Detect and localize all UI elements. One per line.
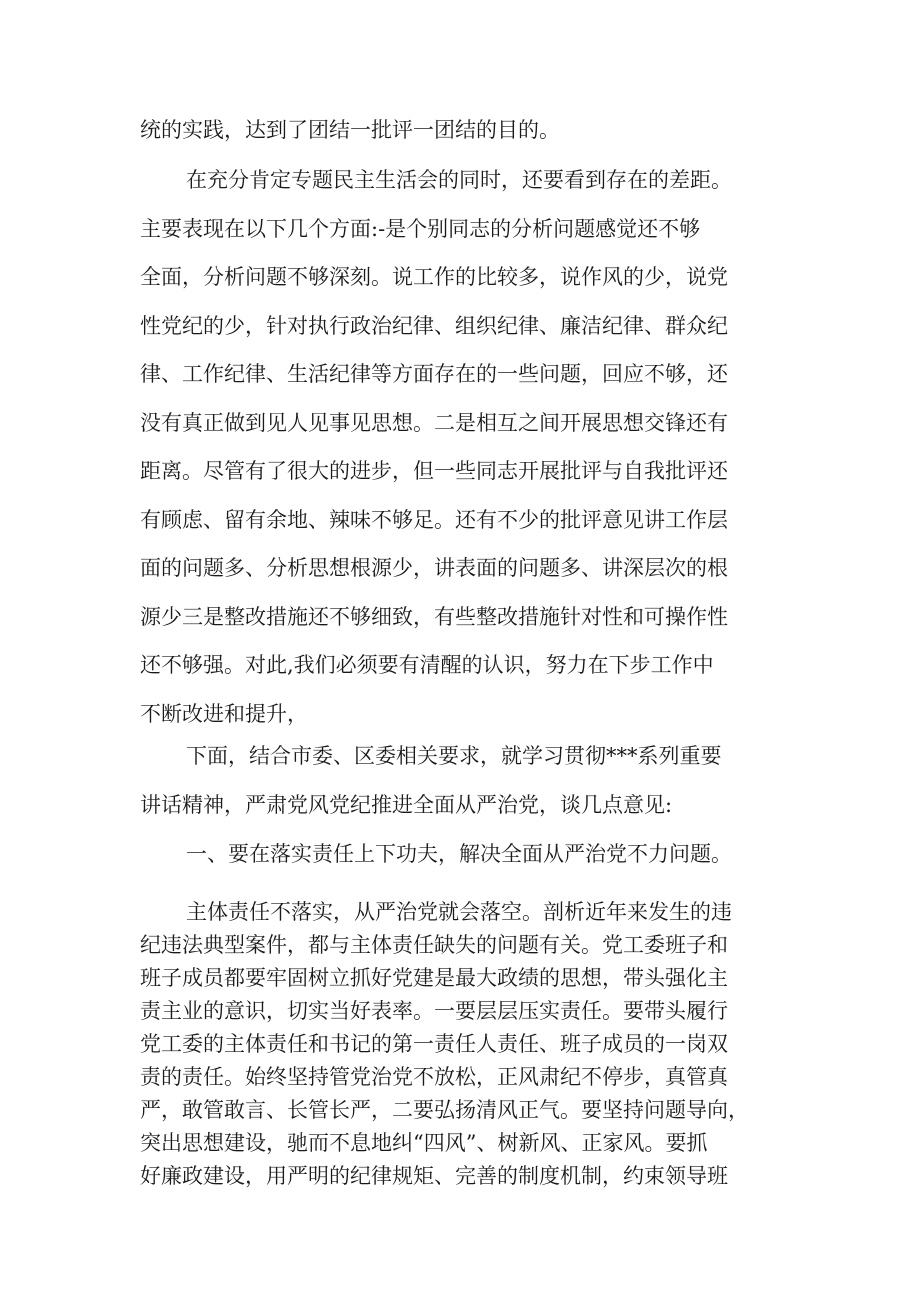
paragraph-line: 主要表现在以下几个方面:-是个别同志的分析问题感觉还不够	[140, 216, 701, 241]
section-heading-text: 一、要在落实责任上下功夫，解决全面从严治党不力问题。	[186, 842, 732, 866]
paragraph-line: 不断改进和提升，	[140, 701, 308, 726]
paragraph-line: 距离。尽管有了很大的进步，但一些同志开展批评与自我批评还	[140, 459, 728, 483]
paragraph-line: 源少三是整改措施还不够细致，有些整改措施针对性和可操作性	[140, 604, 728, 629]
section-heading-1	[140, 830, 790, 879]
paragraph-line: 党工委的主体责任和书记的第一责任人责任、班子成员的一岗双	[140, 1032, 728, 1056]
paragraph-line: 纪违法典型案件，都与主体责任缺失的问题有关。党工委班子和	[140, 933, 728, 957]
paragraph-2	[140, 156, 790, 738]
paragraph-line: 面的问题多、分析思想根源少，讲表面的问题多、讲深层次的根	[140, 556, 728, 580]
paragraph-line: 全面，分析问题不够深刻。说工作的比较多，说作风的少，说党	[140, 265, 728, 289]
paragraph-line: 没有真正做到见人见事见思想。二是相互之间开展思想交锋还有	[140, 410, 728, 435]
paragraph-line: 严，敢管敢言、长管长严，二要弘扬清风正气。要坚持问题导向，	[140, 1098, 749, 1122]
paragraph-line: 主体责任不落实，从严治党就会落空。剖析近年来发生的违	[186, 900, 732, 924]
paragraph-line: 律、工作纪律、生活纪律等方面存在的一些问题，回应不够，还	[140, 362, 728, 386]
paragraph-line: 责的责任。始终坚持管党治党不放松，正风肃纪不停步，真管真	[140, 1065, 728, 1089]
paragraph-3	[140, 732, 790, 829]
paragraph-line: 突出思想建设，驰而不息地纠“四风”、树新风、正家风。要抓	[140, 1131, 708, 1155]
paragraph-line: 讲话精神，严肃党风党纪推进全面从严治党，谈几点意见:	[140, 792, 673, 817]
paragraph-line: 有顾虑、留有余地、辣味不够足。还有不少的批评意见讲工作层	[140, 507, 728, 532]
paragraph-line: 性党纪的少，针对执行政治纪律、组织纪律、廉洁纪律、群众纪	[140, 313, 728, 338]
paragraph-line: 班子成员都要牢固树立抓好党建是最大政绩的思想，带头强化主	[140, 966, 728, 990]
paragraph-line: 责主业的意识，切实当好表率。一要层层压实责任。要带头履行	[140, 999, 728, 1023]
paragraph-line: 统的实践，达到了团结一批评一团结的目的。	[140, 118, 560, 142]
paragraph-line: 好廉政建设，用严明的纪律规矩、完善的制度机制，约束领导班	[140, 1164, 728, 1188]
paragraph-1	[140, 106, 790, 155]
paragraph-4	[140, 896, 790, 1193]
paragraph-line: 在充分肯定专题民主生活会的同时，还要看到存在的差距。	[186, 168, 732, 192]
paragraph-line: 下面，结合市委、区委相关要求，就学习贯彻***系列重要	[186, 744, 722, 768]
paragraph-line: 还不够强。对此,我们必须要有清醒的认识，努力在下步工作中	[140, 653, 714, 677]
